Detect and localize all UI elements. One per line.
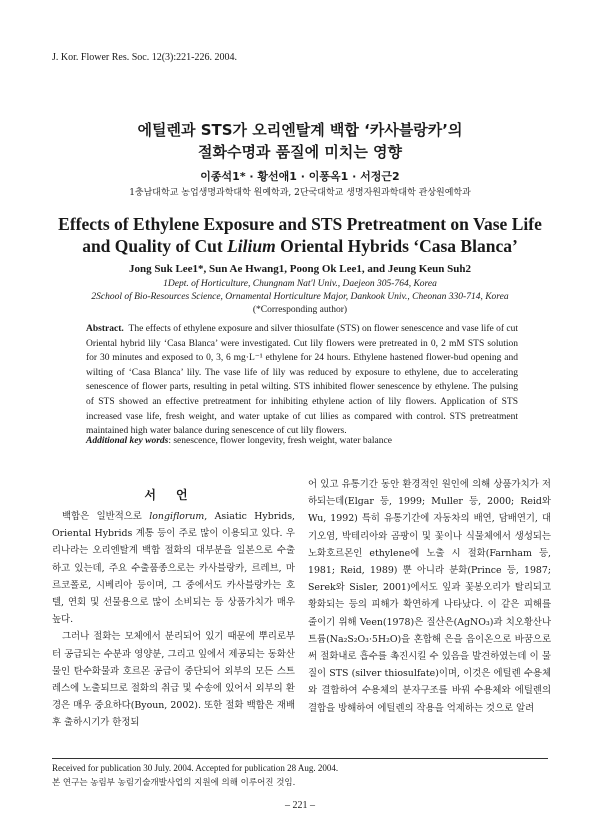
corresponding-author-note: (*Corresponding author): [252, 305, 348, 315]
paragraph: 어 있고 유통기간 동안 환경적인 원인에 의해 상품가치가 저하되는데(Elgar 등, 1999; Muller 등, 2000; Reid와 Wu, 1992) 특히 유통기간에 자동차의 배연, 담배연기, 대기오염, 박테리아와 곰팡이 및 꽃이나 식물체에서 생성되는 노화호르몬인 ethylene에 노출 시 절화(Farnham 등, 1981; Reid, 1989) 뿐 아니라 분화(Prince 등, 1987; Serek와 Sisler, 2001)에서도 잎과 꽃봉오리가 탈리되고 황화되는 등의 피해가 확연하게 나타났다. 이 같은 피해를 줄이기 위해 Veen(1978)은 질산은(AgNO₃)과 치오황산나트륨(Na₂S₂O₃·5H₂O)을 혼합해 은을 음이온으로 바꿈으로써 절화내로 흡수를 촉진시킬 수 있음을 발견하였는데 이 물질이 STS (silver thiosulfate)이며, 이것은 에틸렌 수용체와 결합하여 수용체의 분자구조를 바꿔 수용체와 에틸렌의 결합을 방해하여 에틸렌의 작용을 억제하는 것으로 알려: [308, 479, 551, 714]
english-authors: Jong Suk Lee1*, Sun Ae Hwang1, Poong Ok Lee1, and Jeung Keun Suh2: [128, 263, 471, 275]
english-title-genus: Lilium: [227, 236, 276, 256]
journal-citation: J. Kor. Flower Res. Soc. 12(3):221-226. 2004.: [52, 52, 237, 63]
section-heading-introduction: 서언: [144, 488, 208, 502]
korean-affiliation: 1충남대학교 농업생명과학대학 원예학과, 2단국대학교 생명자원과학대학 관상원예학과: [129, 188, 471, 198]
paragraph-text: , Asiatic Hybrids, Oriental Hybrids 계통 등이 주로 많이 이용되고 있다. 우리나라는 오리엔탈계 백합 절화의 대부분을 일본으로 수출하고 있는데, 주요 수출품종으로는 카사블랑카, 르레브, 마르코폴로, 시베리아 등이며, 그 중에서도 카사블랑카는 호텔, 연회 및 선물용으로 많이 소비되는 등 상품가치가 매우 높다.: [52, 511, 295, 626]
keywords-label: Additional key words: [86, 436, 169, 446]
korean-title-line1: 에틸렌과 STS가 오리엔탈계 백합 ‘카사블랑카’의: [137, 121, 463, 139]
english-title-line2-a: and Quality of Cut: [82, 236, 228, 256]
english-title-line2: [0, 236, 600, 257]
funding-note: 본 연구는 농림부 농림기술개발사업의 지원에 의해 이루어진 것임.: [52, 778, 296, 788]
english-affiliation-1: 1Dept. of Horticulture, Chungnam Nat'l Univ., Daejeon 305-764, Korea: [163, 279, 437, 289]
abstract-label: Abstract.: [86, 324, 124, 334]
page-number: – 221 –: [285, 800, 315, 811]
english-title-line2-b: Oriental Hybrids ‘Casa Blanca’: [275, 236, 518, 256]
korean-title-line2: 절화수명과 품질에 미치는 영향: [197, 143, 403, 161]
keywords: [86, 436, 518, 446]
english-affiliation-2: 2School of Bio-Resources Science, Ornamental Horticulture Major, Dankook Univ., Cheonan 330-714, Korea: [91, 292, 509, 302]
species-name: longiflorum: [149, 511, 205, 522]
paragraph: [52, 508, 295, 628]
publication-dates: Received for publication 30 July. 2004. Accepted for publication 28 Aug. 2004.: [52, 763, 339, 773]
paragraph-text: 백합은 일반적으로: [62, 511, 150, 522]
english-title-line1: Effects of Ethylene Exposure and STS Pretreatment on Vase Life: [58, 214, 542, 234]
abstract-text: The effects of ethylene exposure and silver thiosulfate (STS) on flower senescence and vase life of cut Oriental hybrid lily ‘Casa Blanca’ were investigated. Cut lily flowers were pretreated in 0, 2 mM STS solution for 30 minutes and exposed to 0, 3, 6 mg·L⁻¹ ethylene for 24 hours. Ethylene hastened flower-bud opening and wilting of ‘Casa Blanca’ lily. The vase life of lily was reduced by exposure to ethylene, due to accelerating senescence of flower parts, resulting in petal wilting. STS inhibited flower senescence by ethylene. The pulsing of STS showed an effective pretreatment for inhibiting ethylene action of lily flowers. Application of STS increased vase life, fresh weight, and water uptake of cut lilies as compared with control. STS pretreatment maintained high water balance during senescence of cut lily flowers.: [86, 324, 519, 437]
keywords-text: : senescence, flower longevity, fresh weight, water balance: [168, 436, 392, 446]
paragraph: 그러나 절화는 모체에서 분리되어 있기 때문에 뿌리로부터 공급되는 수분과 영양분, 그리고 잎에서 제공되는 동화산물인 탄수화물과 호르몬 공급이 중단되어 외부의 모든 스트레스에 노출되므로 절화의 취급 및 수송에 있어서 외부의 환경은 매우 중요하다(Byoun, 2002). 또한 절화 백합은 재배 후 출하시기가 한정되: [52, 631, 295, 729]
body-column-left: [52, 508, 295, 732]
korean-authors: 이종석1* · 황선애1 · 이퐁옥1 · 서정근2: [200, 170, 400, 183]
abstract: [86, 322, 518, 439]
footnote-divider: [52, 758, 548, 759]
body-column-right: [308, 476, 551, 717]
